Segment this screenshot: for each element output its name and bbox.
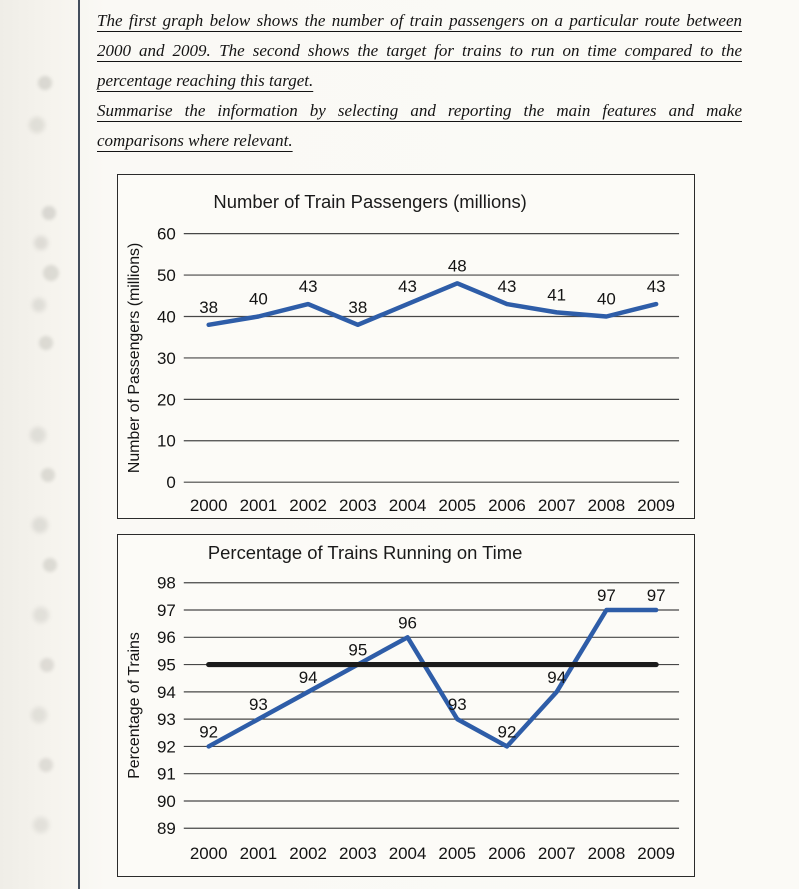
y-tick-label: 98 bbox=[156, 573, 176, 593]
passengers-chart-canvas bbox=[118, 175, 694, 518]
x-tick-label: 2001 bbox=[239, 496, 278, 516]
x-tick-label: 2004 bbox=[388, 496, 427, 516]
task-instructions bbox=[97, 6, 742, 156]
data-point-label: 94 bbox=[298, 667, 318, 687]
task-instruction-line-5: comparisons where relevant. bbox=[97, 131, 293, 150]
data-point-label: 97 bbox=[596, 586, 616, 606]
data-point-label: 40 bbox=[248, 289, 268, 309]
task-instruction-line-3: percentage reaching this target. bbox=[97, 71, 314, 90]
data-point-label: 43 bbox=[398, 277, 417, 297]
x-tick-label: 2000 bbox=[189, 844, 228, 864]
y-tick-label: 50 bbox=[156, 266, 176, 286]
x-tick-label: 2000 bbox=[189, 496, 228, 516]
task-instruction-line-2: 2000 and 2009. The second shows the target for trains to run on time compared to the bbox=[97, 41, 742, 60]
data-point-label: 48 bbox=[447, 256, 467, 276]
task-instruction-line-1: The first graph below shows the number of train passengers on a particular route between bbox=[97, 11, 742, 30]
y-tick-label: 89 bbox=[156, 819, 176, 839]
x-tick-label: 2005 bbox=[438, 496, 477, 516]
data-point-label: 93 bbox=[248, 695, 268, 715]
punctuality-chart bbox=[117, 534, 695, 877]
data-point-label: 43 bbox=[298, 277, 318, 297]
y-tick-label: 60 bbox=[156, 224, 176, 244]
x-tick-label: 2001 bbox=[239, 844, 278, 864]
x-tick-label: 2009 bbox=[637, 844, 675, 864]
punctuality-chart-canvas bbox=[118, 535, 694, 876]
data-point-label: 94 bbox=[547, 667, 567, 687]
data-point-label: 41 bbox=[547, 285, 567, 305]
y-tick-label: 96 bbox=[156, 628, 176, 648]
margin-smudges bbox=[38, 0, 48, 10]
margin-rule-line bbox=[78, 0, 80, 889]
x-tick-label: 2003 bbox=[338, 496, 377, 516]
data-point-label: 97 bbox=[646, 586, 666, 606]
x-tick-label: 2003 bbox=[338, 844, 377, 864]
x-tick-label: 2002 bbox=[289, 496, 327, 516]
y-tick-label: 91 bbox=[156, 764, 176, 784]
x-tick-label: 2008 bbox=[587, 844, 626, 864]
y-tick-label: 97 bbox=[156, 600, 176, 620]
chart-title: Percentage of Trains Running on Time bbox=[207, 541, 523, 563]
y-tick-label: 0 bbox=[166, 473, 176, 493]
data-point-label: 92 bbox=[497, 722, 517, 742]
data-point-label: 43 bbox=[497, 277, 517, 297]
x-tick-label: 2008 bbox=[587, 496, 626, 516]
y-tick-label: 30 bbox=[156, 348, 176, 368]
x-tick-label: 2007 bbox=[537, 496, 576, 516]
x-tick-label: 2002 bbox=[289, 844, 327, 864]
x-tick-label: 2009 bbox=[637, 496, 675, 516]
data-point-label: 93 bbox=[447, 695, 467, 715]
x-tick-label: 2007 bbox=[537, 844, 576, 864]
data-point-label: 96 bbox=[398, 613, 417, 633]
y-tick-label: 20 bbox=[156, 390, 176, 410]
x-tick-label: 2006 bbox=[488, 844, 526, 864]
data-point-label: 43 bbox=[646, 277, 666, 297]
data-point-label: 95 bbox=[348, 640, 368, 660]
y-tick-label: 94 bbox=[156, 682, 176, 702]
y-tick-label: 90 bbox=[156, 791, 176, 811]
series-line-number-of-passengers bbox=[209, 283, 656, 324]
x-tick-label: 2006 bbox=[488, 496, 526, 516]
y-tick-label: 92 bbox=[156, 737, 176, 757]
x-tick-label: 2005 bbox=[438, 844, 477, 864]
y-tick-label: 10 bbox=[156, 431, 176, 451]
data-point-label: 38 bbox=[199, 297, 219, 317]
y-axis-label: Percentage of Trains bbox=[125, 632, 143, 779]
y-axis-label: Number of Passengers (millions) bbox=[125, 242, 143, 474]
passengers-chart bbox=[117, 174, 695, 519]
data-point-label: 38 bbox=[348, 297, 368, 317]
y-tick-label: 95 bbox=[156, 655, 176, 675]
chart-title: Number of Train Passengers (millions) bbox=[213, 190, 527, 212]
task-instruction-line-4: Summarise the information by selecting and reporting the main features and make bbox=[97, 101, 742, 120]
data-point-label: 40 bbox=[596, 289, 616, 309]
y-tick-label: 40 bbox=[156, 307, 176, 327]
x-tick-label: 2004 bbox=[388, 844, 427, 864]
series-line-percentage-running-on-time bbox=[209, 610, 656, 746]
data-point-label: 92 bbox=[199, 722, 219, 742]
y-tick-label: 93 bbox=[156, 710, 176, 730]
